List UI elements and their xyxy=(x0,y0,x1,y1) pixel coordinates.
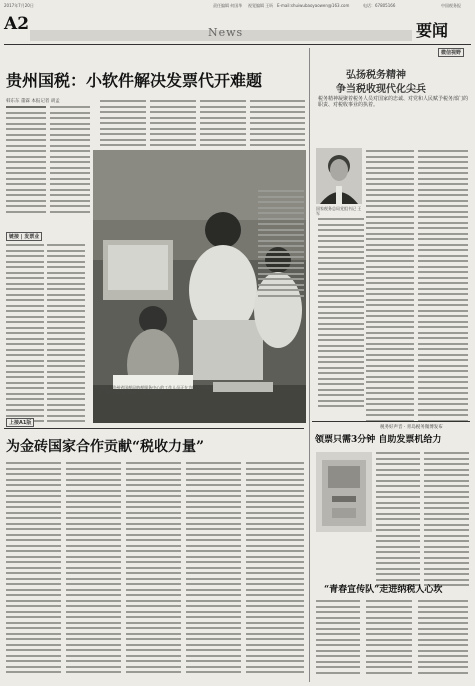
visual-editor: 视觉编辑 王昕 xyxy=(248,3,274,8)
story2-col-5 xyxy=(246,462,304,677)
story2-col-3 xyxy=(126,462,181,677)
news-word: News xyxy=(208,26,244,39)
page-header xyxy=(0,12,475,44)
story3-col-2 xyxy=(424,452,469,590)
portrait-caption: 国家税务总局党组书记 王军 xyxy=(316,206,362,216)
contact-phone: 电话：67805166 xyxy=(363,3,396,8)
story2-headline: 为金砖国家合作贡献“税收力量” xyxy=(6,439,205,455)
story4-col-1 xyxy=(316,600,360,677)
lead-photo-caption: 7月4日，贵州省国税局纳税服务中心的工作人员正在为纳税人讲解代开发票软件的使用方法。欧阳汉鹏 摄 xyxy=(95,385,213,395)
story3-col-1 xyxy=(376,452,420,590)
header-rule xyxy=(4,44,471,45)
story2-rule xyxy=(4,428,304,429)
story4-col-2 xyxy=(366,600,412,677)
continued-label: 上接A1版 xyxy=(6,418,34,427)
commentary-intro: 税务精神凝聚着税务人员对国家的忠诚、对党和人民赋予税务部门的职责、对税收事业的执着。 xyxy=(318,96,469,108)
commentary-tag: 微信视野 xyxy=(438,48,464,57)
responsible-editor: 责任编辑 何国华 xyxy=(213,3,243,8)
section-code: A2 xyxy=(4,14,30,34)
lead-text-col-3 xyxy=(100,100,146,155)
story2-col-1 xyxy=(6,462,61,677)
story4-headline: “青春宣传队”走进纳税人心坎 xyxy=(324,585,443,595)
story3-photo xyxy=(316,452,372,532)
story4-col-3 xyxy=(418,600,468,677)
lead-text-col-2 xyxy=(50,106,90,216)
commentary-headline-2: 争当税收现代化尖兵 xyxy=(336,84,426,95)
lead-text-col-7 xyxy=(258,190,304,300)
contact-email: E-mail:shuiwubaoyaowen@163.com xyxy=(277,3,350,8)
lead-text-col-1 xyxy=(6,106,46,216)
sidebar-text-col-2 xyxy=(47,244,85,426)
column-divider xyxy=(309,48,310,682)
lead-byline: 韩东东 董霖 本报记者 胡孟 xyxy=(6,99,60,104)
story2-col-2 xyxy=(66,462,121,677)
story3-rule xyxy=(312,421,470,422)
portrait-photo xyxy=(316,148,362,204)
lead-headline: 贵州国税：小软件解决发票代开难题 xyxy=(6,71,263,90)
top-info-bar xyxy=(0,0,475,10)
section-name: 要闻 xyxy=(416,21,449,40)
story2-col-4 xyxy=(186,462,241,677)
paper-name: 中国税务报 xyxy=(441,3,461,8)
commentary-headline-1: 弘扬税务精神 xyxy=(346,70,406,81)
commentary-col-0 xyxy=(318,218,364,411)
link-label: 链接 | 发票业 xyxy=(6,232,42,241)
lead-text-col-4 xyxy=(150,100,196,155)
story3-headline: 领票只需3分钟 自助发票机给力 xyxy=(315,435,442,445)
commentary-col-2 xyxy=(418,150,468,425)
commentary-col-1 xyxy=(366,150,414,425)
sidebar-text-col-1 xyxy=(6,244,44,426)
issue-date: 2017年7月20日 xyxy=(4,3,34,8)
lead-text-col-5 xyxy=(200,100,246,155)
story3-tag: 税务好声音 · 青岛税务微博发布 xyxy=(380,425,443,430)
